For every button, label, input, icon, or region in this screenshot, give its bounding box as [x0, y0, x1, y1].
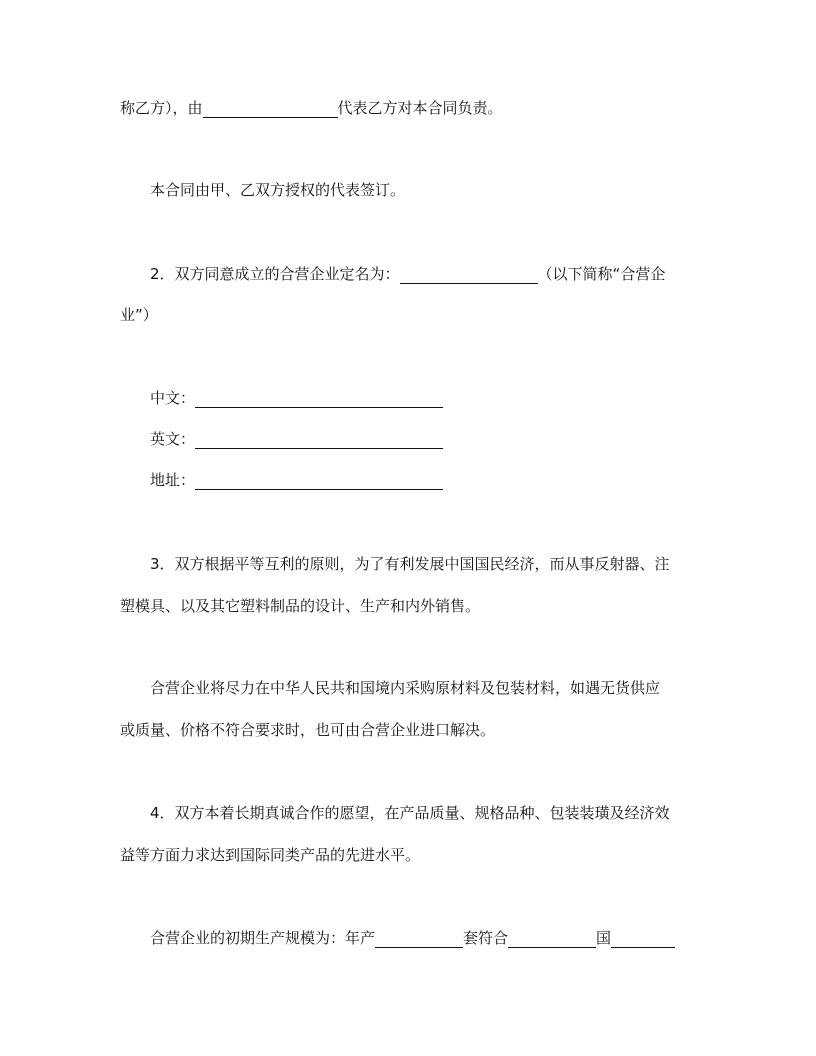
- production-scale-prefix: 合营企业的初期生产规模为：年产: [150, 929, 376, 947]
- jv-name-line2: 业”）: [120, 306, 158, 324]
- production-scale-mid2: 国: [596, 929, 612, 947]
- representative-suffix: 代表乙方对本合同负责。: [337, 99, 503, 117]
- name-en-blank[interactable]: [195, 432, 443, 449]
- representative-blank[interactable]: [203, 101, 338, 118]
- paragraph-quality-line1: 4．双方本着长期真诚合作的愿望，在产品质量、规格品种、包装装璜及经济效: [150, 804, 670, 822]
- jv-name-suffix: （以下简称“合营企: [537, 265, 666, 283]
- annual-output-blank[interactable]: [375, 931, 463, 948]
- paragraph-purpose-line2: 塑模具、以及其它塑料制品的设计、生产和内外销售。: [120, 597, 481, 615]
- paragraph-signing: 本合同由甲、乙双方授权的代表签订。: [150, 181, 406, 199]
- name-en-row: [150, 429, 443, 449]
- paragraph-production-scale: [150, 928, 675, 948]
- address-blank[interactable]: [195, 473, 443, 490]
- name-cn-row: [150, 388, 443, 408]
- paragraph-procurement-line1: 合营企业将尽力在中华人民共和国境内采购原材料及包装材料，如遇无货供应: [150, 679, 661, 697]
- standard-blank[interactable]: [508, 931, 596, 948]
- representative-prefix: 称乙方），由: [120, 99, 203, 117]
- address-label: 地址：: [150, 471, 196, 489]
- jv-name-prefix: 2．双方同意成立的合营企业定名为：: [150, 265, 400, 283]
- paragraph-procurement-line2: 或质量、价格不符合要求时，也可由合营企业进口解决。: [120, 721, 496, 739]
- production-scale-mid1: 套符合: [463, 929, 509, 947]
- name-cn-blank[interactable]: [195, 391, 443, 408]
- paragraph-jv-name: [150, 264, 665, 284]
- name-cn-label: 中文：: [150, 389, 196, 407]
- address-row: [150, 470, 443, 490]
- jv-name-blank[interactable]: [400, 267, 538, 284]
- country-blank[interactable]: [611, 931, 675, 948]
- paragraph-purpose-line1: 3．双方根据平等互利的原则，为了有利发展中国国民经济，而从事反射器、注: [150, 555, 670, 573]
- paragraph-representative: [120, 98, 503, 118]
- paragraph-quality-line2: 益等方面力求达到国际同类产品的先进水平。: [120, 846, 421, 864]
- name-en-label: 英文：: [150, 430, 196, 448]
